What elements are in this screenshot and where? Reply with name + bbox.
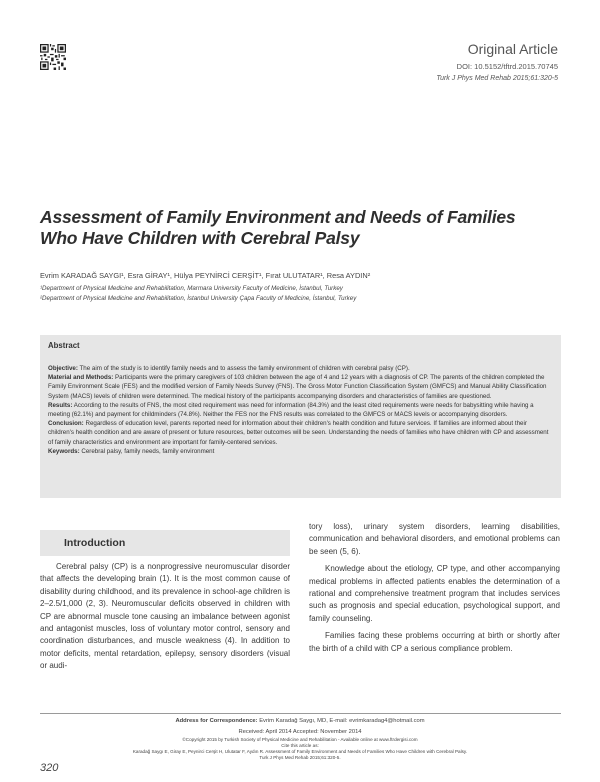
intro-paragraph-3: Families facing these problems occurring at birth or shortly after the birth of a child with CP a serious compliance problem. — [309, 631, 560, 653]
cite-text: Karadağ Saygı E, Giray E, Peynirci Cerşit H, Ulutatar F, Aydın R. Assessment of Family Environment and Needs of Families Who Have Children with Cerebral Palsy. — [132, 749, 468, 754]
abstract-box — [40, 335, 561, 498]
abstract-keywords — [48, 447, 553, 456]
results-label: Results: — [48, 401, 73, 409]
intro-paragraph-2: Knowledge about the etiology, CP type, and other accompanying medical problems in affected patients enables the determination of a rational and comprehensive treatment program that includes services such as prognosis and special education, psychological support, and family counseling. — [309, 564, 560, 623]
received-accepted-dates: Received: April 2014 Accepted: November 2014 — [238, 729, 362, 735]
author-list: Evrim KARADAĞ SAYGI¹, Esra GİRAY¹, Hülya PEYNİRCİ CERŞİT¹, Fırat ULUTATAR¹, Resa AYDIN² — [40, 271, 371, 280]
abstract-objective — [48, 364, 553, 373]
objective-text: The aim of the study is to identify family needs and to assess the family environment of children with cerebral palsy (CP). — [77, 365, 410, 372]
qr-code-icon — [40, 44, 66, 70]
intro-paragraph-1: Cerebral palsy (CP) is a nonprogressive neuromuscular disorder that affects the developing brain (1). It is the most common cause of disability during childhood, and its prevalence in school-age children is 2–2.5/1,000 (2, 3). Neuromuscular deficits observed in children with CP are abnormal muscle tone causing an imbalance between agonist and antagonist muscles, loss of voluntary motor control, sensory and coordination disturbances, and muscle weakness (4). In addition to motor deficits, mental retardation, epilepsy, sensory disorders (visual or audi- — [40, 562, 290, 671]
correspondence-line — [0, 717, 600, 725]
introduction-heading-box — [40, 530, 290, 556]
doi-link[interactable]: DOI: 10.5152/tftrd.2015.70745 — [456, 62, 558, 71]
abstract-methods — [48, 373, 553, 401]
conclusion-label: Conclusion: — [48, 420, 84, 428]
keywords-label: Keywords: — [48, 447, 80, 455]
journal-reference: Turk J Phys Med Rehab 2015;61:320-5 — [436, 75, 558, 82]
abstract-heading: Abstract — [48, 341, 80, 350]
cite-text-2: Turk J Phys Med Rehab 2015;61:320-5. — [259, 755, 341, 760]
methods-text: Participants were the primary caregivers of 103 children between the age of 4 and 12 years with a diagnosis of CP. The parents of the children completed the Family Environment Scale (FES) and the modified version of Family Needs Survey (FNS). The Gross Motor Function Classification System (GMFCS) and Manual Ability Classification System (MACS) levels of children were determined. The medical history of the participants accompanying disorders and characteristics of families are questioned. — [48, 374, 547, 400]
intro-left-column — [40, 561, 290, 673]
intro-paragraph-1-cont: tory loss), urinary system disorders, learning disabilities, communication and behavioral disorders, and emotional problems can be seen (5, 6). — [309, 522, 560, 556]
objective-label: Objective: — [48, 365, 78, 372]
correspondence-text: Evrim Karadağ Saygı, MD, E-mail: evrimkaradag4@hotmail.com — [257, 718, 425, 724]
methods-label: Material and Methods: — [48, 374, 114, 382]
introduction-heading: Introduction — [64, 537, 126, 549]
abstract-body — [48, 364, 553, 456]
intro-right-column — [309, 521, 560, 655]
conclusion-text: Regardless of education level, parents reported need for information about their children's health condition and future services. If families are informed about their children's health condition and are aware of present or future resources, better outcomes will be seen. Understanding the needs of families who have children with CP and assessment of family characteristics and environment are important for family-centered services. — [48, 420, 549, 446]
title-line-2: Who Have Children with Cerebral Palsy — [40, 228, 360, 248]
article-type: Original Article — [467, 41, 558, 57]
keywords-text: Cerebral palsy, family needs, family environment — [79, 447, 215, 455]
affiliation-2: ²Department of Physical Medicine and Rehabilitation, İstanbul University Çapa Faculty of Medicine, İstanbul, Turkey — [40, 295, 357, 302]
abstract-results — [48, 401, 553, 419]
results-text: According to the results of FNS, the most cited requirement was need for information (84.3%) and the least cited requirements were needs for babysitting while having a meeting (62.1%) and payment for childminders (74.8%). Neither the FES nor the FNS results was correlated to the GMFCS or MACS levels or accompanying disorders. — [48, 401, 534, 419]
page-number: 320 — [40, 762, 59, 774]
paper-title — [40, 207, 560, 249]
copyright-line: ©Copyright 2015 by Turkish Society of Physical Medicine and Rehabilitation - Available online at www.ftrdergisi.com — [182, 737, 418, 742]
cite-label: Cite this article as: — [281, 743, 319, 748]
abstract-conclusion — [48, 419, 553, 447]
correspondence-label: Address for Correspondence: — [175, 718, 258, 724]
footer-divider — [40, 713, 561, 714]
title-line-1: Assessment of Family Environment and Needs of Families — [40, 207, 516, 227]
affiliation-1: ¹Department of Physical Medicine and Rehabilitation, Marmara University Faculty of Medicine, İstanbul, Turkey — [40, 285, 343, 292]
